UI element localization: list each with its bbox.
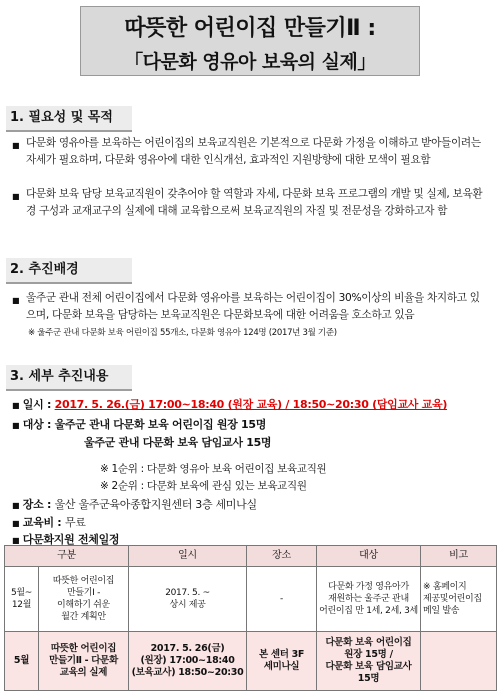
cell-target: 다문화 보육 어린이집 원장 15명 / 다문화 보육 담임교사 15명 [317,632,421,691]
bullet-icon: ■ [12,296,20,305]
cell-date: 2017. 5. ~ 상시 제공 [129,567,247,632]
place-value: 울산 울주군육아종합지원센터 3층 세미나실 [54,498,257,511]
title-line2: 「다문화 영유아 보육의 실제」 [124,51,376,73]
section2-note: ※ 울주군 관내 다문화 보육 어린이집 55개소, 다문화 영유아 124명 (2017년 3월 기준) [28,328,337,338]
cell-place: 본 센터 3F 세미나실 [247,632,317,691]
header-date: 일시 [129,546,247,567]
bullet-icon: ■ [12,519,20,528]
target-label: 대상 : [22,418,52,431]
date-label: 일시 : [22,398,52,411]
bullet-icon: ■ [12,401,20,410]
header-target: 대상 [317,546,421,567]
fee-row [12,514,86,530]
section3-heading: 3. 세부 추진내용 [6,365,132,391]
priority2: ※ 2순위 : 다문화 보육에 관심 있는 보육교직원 [100,480,307,492]
schedule-table [4,545,497,691]
date-value: 2017. 5. 26.(금) 17:00~18:40 (원장 교육) / 18:50~20:30 (담임교사 교육) [54,398,448,411]
section1-heading: 1. 필요성 및 목적 [6,106,132,132]
cell-name: 따뜻한 어린이집 만들기Ⅱ - 다문화 교육의 실제 [39,632,129,691]
title-box [80,6,420,76]
table-row [5,567,497,632]
table-header-row [5,546,497,567]
header-place: 장소 [247,546,317,567]
place-row [12,496,257,512]
priority1: ※ 1순위 : 다문화 영유아 보육 어린이집 보육교직원 [100,463,327,475]
target-line2: 울주군 관내 다문화 보육 담임교사 15명 [84,436,272,449]
fee-label: 교육비 : [22,516,62,529]
bullet-icon: ■ [12,536,20,545]
bullet-icon: ■ [12,421,20,430]
section1-bullet2: 다문화 보육 담당 보육교직원이 갖추어야 할 역할과 자세, 다문화 보육 프로그램의 개발 및 실제, 보육환경 구성과 교재교구의 실제에 대해 교육함으로써 보육교직원의 자질 및 전문성을 강화하고자 함 [26,188,483,217]
cell-note: ※ 홈페이지 제공및어린이집 메일 발송 [421,567,497,632]
date-row [12,396,447,412]
header-category: 구분 [5,546,129,567]
cell-name: 따뜻한 어린이집 만들기Ⅰ - 이해하기 쉬운 월간 계획안 [39,567,129,632]
table-row [5,632,497,691]
cell-note [421,632,497,691]
bullet-icon: ■ [12,192,20,201]
target-row [12,416,266,432]
fee-value: 무료 [64,516,86,529]
target-line1: 울주군 관내 다문화 보육 어린이집 원장 15명 [54,418,267,431]
section1-bullet1: 다문화 영유아를 보육하는 어린이집의 보육교직원은 기본적으로 다문화 가정을 이해하고 받아들이려는 자세가 필요하며, 다문화 영유아에 대한 인식개선, 효과적인 지원방향에 대한 모색이 필요함 [26,137,481,166]
bullet-icon: ■ [12,141,20,150]
cell-month: 5월~ 12월 [5,567,39,632]
cell-date: 2017. 5. 26(금) (원장) 17:00~18:40 (보육교사) 18:50~20:30 [129,632,247,691]
cell-target: 다문화 가정 영유아가 재원하는 울주군 관내 어린이집 만 1세, 2세, 3세 [317,567,421,632]
schedule-label: 다문화지원 전체일정 [22,533,120,546]
cell-place: - [247,567,317,632]
bullet-icon: ■ [12,501,20,510]
title-line1: 따뜻한 어린이집 만들기Ⅱ : [124,16,376,41]
section2-heading: 2. 추진배경 [6,258,132,284]
cell-month: 5월 [5,632,39,691]
header-note: 비고 [421,546,497,567]
section2-bullet: 울주군 관내 전체 어린이집에서 다문화 영유아를 보육하는 어린이집이 30%이상의 비율을 차지하고 있으며, 다문화 보육을 담당하는 보육교직원은 다문화보육에 대한 어려움을 호소하고 있음 [26,292,480,321]
place-label: 장소 : [22,498,52,511]
